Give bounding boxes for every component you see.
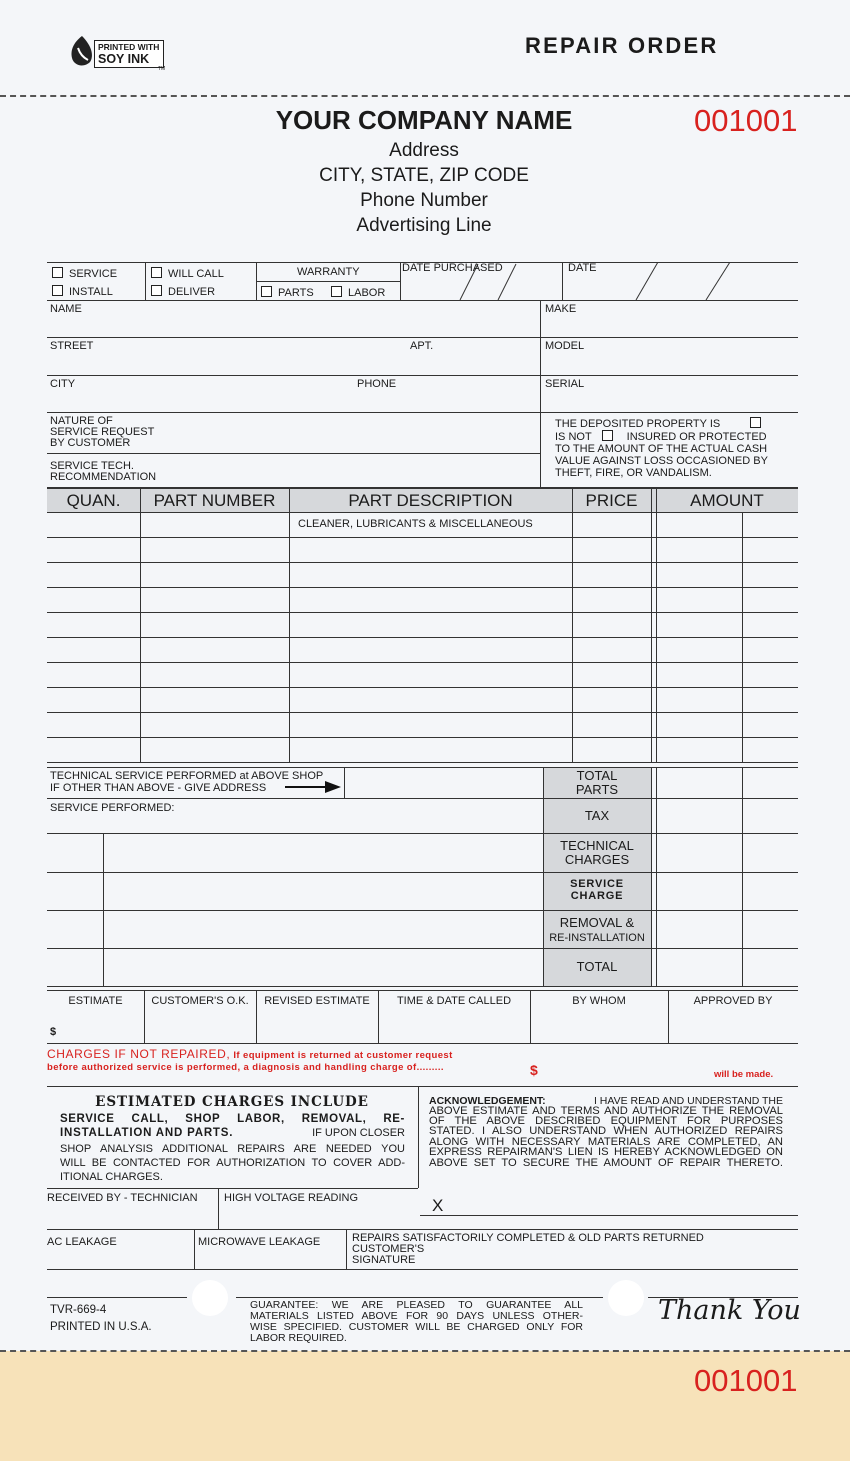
deposit-line2: IS NOT INSURED OR PROTECTED xyxy=(555,431,767,443)
model-field[interactable]: MODEL xyxy=(545,340,585,352)
company-phone: Phone Number xyxy=(360,190,488,211)
form-title: REPAIR ORDER xyxy=(525,33,719,58)
tech-service-line2: IF OTHER THAN ABOVE - GIVE ADDRESS xyxy=(50,782,267,794)
est-charges-line5: ITIONAL CHARGES. xyxy=(60,1171,163,1183)
first-row-description: CLEANER, LUBRICANTS & MISCELLANEOUS xyxy=(298,518,533,530)
soy-line1: PRINTED WITH xyxy=(98,42,160,52)
nature-field-line3: BY CUSTOMER xyxy=(50,437,131,449)
name-field[interactable]: NAME xyxy=(50,303,82,315)
est-charges-line3: SHOP ANALYSIS ADDITIONAL REPAIRS ARE NEEDED YOU xyxy=(60,1143,405,1155)
soybean-icon xyxy=(66,34,96,72)
acknowledgement-line5: ALONG WITH NECESSARY MATERIALS ARE COMPLETED, AN xyxy=(429,1136,783,1148)
soy-tm: TM xyxy=(158,66,166,72)
option-labor[interactable]: LABOR xyxy=(331,286,385,299)
charges-dollar: $ xyxy=(530,1062,538,1078)
option-service[interactable]: SERVICE xyxy=(52,267,117,280)
option-parts[interactable]: PARTS xyxy=(261,286,314,299)
date-label: DATE xyxy=(568,262,597,274)
repairs-completed-line1: REPAIRS SATISFACTORILY COMPLETED & OLD PARTS RETURNED xyxy=(352,1232,704,1244)
time-date-called-label[interactable]: TIME & DATE CALLED xyxy=(396,995,512,1007)
acknowledgement-line1: ACKNOWLEDGEMENT: I HAVE READ AND UNDERSTAND THE xyxy=(429,1095,783,1107)
part-description-header: PART DESCRIPTION xyxy=(348,491,513,510)
parts-checkbox[interactable] xyxy=(261,286,272,297)
received-by-technician[interactable]: RECEIVED BY - TECHNICIAN xyxy=(47,1192,198,1204)
amount-header: AMOUNT xyxy=(690,491,764,510)
serial-field[interactable]: SERIAL xyxy=(545,378,585,390)
charges-if-not-repaired: CHARGES IF NOT REPAIRED, If equipment is returned at customer request xyxy=(47,1047,453,1061)
estimate-label[interactable]: ESTIMATE xyxy=(68,995,123,1007)
guarantee-line1: GUARANTEE: WE ARE PLEASED TO GUARANTEE ALL xyxy=(250,1299,583,1311)
tech-recommendation-line2: RECOMMENDATION xyxy=(50,471,157,483)
microwave-leakage[interactable]: MICROWAVE LEAKAGE xyxy=(198,1236,321,1248)
est-charges-line1: SERVICE CALL, SHOP LABOR, REMOVAL, RE- xyxy=(60,1113,405,1125)
guarantee-line3: WISE SPECIFIED. CUSTOMER WILL BE CHARGED ONLY FOR xyxy=(250,1321,583,1333)
charges-line2: before authorized service is performed, a diagnosis and handling charge of......... xyxy=(47,1062,444,1073)
date-purchased-label: DATE PURCHASED xyxy=(402,262,503,274)
deposit-line5: THEFT, FIRE, OR VANDALISM. xyxy=(555,467,712,479)
customer-signature-line1: CUSTOMER'S xyxy=(352,1243,425,1255)
tax-label: TAX xyxy=(584,808,610,823)
will-call-checkbox[interactable] xyxy=(151,267,162,278)
thank-you: Thank You xyxy=(658,1295,801,1326)
removal-label: REMOVAL & RE-INSTALLATION xyxy=(549,915,645,944)
punch-hole-left xyxy=(192,1280,228,1316)
nature-field-line2: SERVICE REQUEST xyxy=(50,426,155,438)
form-code: TVR-669-4 xyxy=(50,1304,107,1316)
total-label: TOTAL xyxy=(576,959,618,974)
company-name: YOUR COMPANY NAME xyxy=(275,105,573,135)
option-deliver[interactable]: DELIVER xyxy=(151,285,215,298)
acknowledgement-line7: ABOVE SET TO SECURE THE AMOUNT OF REPAIR THERETO. xyxy=(429,1157,783,1169)
tech-service-line1: TECHNICAL SERVICE PERFORMED at ABOVE SHOP xyxy=(50,770,324,782)
deposit-is-not-checkbox[interactable] xyxy=(602,430,613,441)
company-advertising: Advertising Line xyxy=(356,215,492,236)
nature-field-line1: NATURE OF xyxy=(50,415,113,427)
soy-line2: SOY INK xyxy=(98,52,150,66)
city-field[interactable]: CITY xyxy=(50,378,76,390)
est-charges-title: ESTIMATED CHARGES INCLUDE xyxy=(95,1094,369,1110)
deposit-line4: VALUE AGAINST LOSS OCCASIONED BY xyxy=(555,455,768,467)
total-parts-label: TOTAL PARTS xyxy=(575,768,619,797)
option-install[interactable]: INSTALL xyxy=(52,285,113,298)
soy-ink-logo xyxy=(66,34,166,74)
customer-signature-line2[interactable]: SIGNATURE xyxy=(352,1254,416,1266)
estimate-dollar: $ xyxy=(50,1026,57,1038)
apt-field[interactable]: APT. xyxy=(410,340,434,352)
service-checkbox[interactable] xyxy=(52,267,63,278)
ac-leakage[interactable]: AC LEAKAGE xyxy=(47,1236,117,1248)
make-field[interactable]: MAKE xyxy=(545,303,577,315)
approved-by-label[interactable]: APPROVED BY xyxy=(693,995,773,1007)
company-address: Address xyxy=(389,140,459,161)
high-voltage-reading[interactable]: HIGH VOLTAGE READING xyxy=(224,1192,359,1204)
street-field[interactable]: STREET xyxy=(50,340,94,352)
acknowledgement-line6: EXPRESS REPAIRMAN'S LIEN IS HEREBY ACKNOWLEDGED ON xyxy=(429,1146,783,1158)
service-charge-label: SERVICE CHARGE xyxy=(570,878,624,902)
by-whom-label[interactable]: BY WHOM xyxy=(572,995,626,1007)
guarantee-line2: MATERIALS LISTED ABOVE FOR 90 DAYS UNLESS OTHER- xyxy=(250,1310,583,1322)
punch-hole-right xyxy=(608,1280,644,1316)
labor-checkbox[interactable] xyxy=(331,286,342,297)
technical-charges-label: TECHNICAL CHARGES xyxy=(560,838,634,867)
arrow-right-icon xyxy=(285,780,343,794)
deposit-line1: THE DEPOSITED PROPERTY IS xyxy=(555,417,767,430)
est-charges-line2: INSTALLATION AND PARTS. IF UPON CLOSER xyxy=(60,1127,405,1139)
tech-recommendation-line1: SERVICE TECH. xyxy=(50,460,134,472)
deposit-line3: TO THE AMOUNT OF THE ACTUAL CASH xyxy=(555,443,768,455)
price-header: PRICE xyxy=(585,491,638,510)
option-will-call[interactable]: WILL CALL xyxy=(151,267,224,280)
charges-will-be-made: will be made. xyxy=(714,1069,774,1080)
acknowledgement-signature-x[interactable]: X xyxy=(432,1196,444,1215)
printed-in-usa: PRINTED IN U.S.A. xyxy=(50,1321,152,1333)
form-number: 001001 xyxy=(694,103,798,138)
warranty-label: WARRANTY xyxy=(297,266,360,278)
acknowledgement-line3: OF THE ABOVE DESCRIBED EQUIPMENT FOR PURPOSES xyxy=(429,1115,783,1127)
phone-field[interactable]: PHONE xyxy=(357,378,397,390)
service-performed-label: SERVICE PERFORMED: xyxy=(50,802,175,814)
deliver-checkbox[interactable] xyxy=(151,285,162,296)
install-checkbox[interactable] xyxy=(52,285,63,296)
quan-header: QUAN. xyxy=(66,491,121,510)
stub-number: 001001 xyxy=(694,1363,798,1398)
est-charges-line4: WILL BE CONTACTED FOR AUTHORIZATION TO COVER ADD- xyxy=(60,1157,405,1169)
revised-estimate-label[interactable]: REVISED ESTIMATE xyxy=(264,995,370,1007)
guarantee-line4: LABOR REQUIRED. xyxy=(250,1332,347,1344)
deposit-is-checkbox[interactable] xyxy=(750,417,761,428)
acknowledgement-line2: ABOVE ESTIMATE AND TERMS AND AUTHORIZE THE REMOVAL xyxy=(429,1105,783,1117)
customer-ok-label[interactable]: CUSTOMER'S O.K. xyxy=(151,995,249,1007)
acknowledgement-line4: STATED. I ALSO UNDERSTAND WHEN AUTHORIZED REPAIRS xyxy=(429,1125,783,1137)
part-number-header: PART NUMBER xyxy=(153,491,276,510)
company-city: CITY, STATE, ZIP CODE xyxy=(319,165,529,186)
